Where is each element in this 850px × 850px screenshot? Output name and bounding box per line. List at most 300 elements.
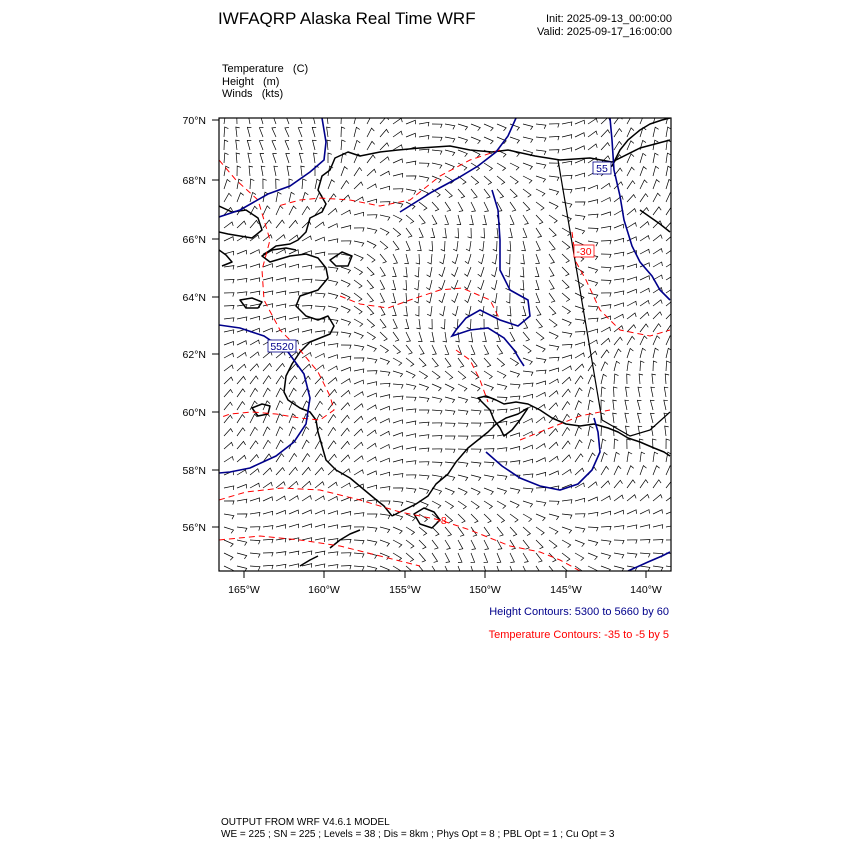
wind-barb: [289, 192, 295, 202]
wind-barb: [367, 485, 377, 489]
wind-barb: [380, 332, 387, 341]
wind-barb: [432, 410, 442, 414]
wind-barb: [312, 127, 316, 137]
wind-barb: [259, 141, 263, 151]
wind-barb: [575, 293, 584, 300]
wind-barb: [315, 454, 323, 462]
wind-barb: [627, 141, 634, 150]
wind-barb: [627, 349, 633, 359]
wind-barb: [276, 192, 281, 202]
wind-barb: [523, 488, 533, 493]
wind-barb: [380, 202, 390, 206]
wind-barb: [484, 410, 494, 414]
wind-barb: [419, 540, 426, 549]
wind-barb: [523, 419, 533, 424]
wind-barb: [653, 127, 659, 137]
wind-barb: [640, 553, 650, 557]
lat-label-60: 60°N: [182, 407, 206, 419]
wind-barb: [562, 293, 570, 302]
wind-barb: [315, 496, 324, 501]
wind-barb: [289, 524, 299, 528]
wind-barb: [419, 410, 429, 414]
wind-barb: [588, 318, 598, 322]
wind-barb: [443, 228, 447, 238]
wind-barb: [575, 120, 585, 124]
wind-barb: [380, 540, 389, 547]
wind-barb: [638, 413, 642, 423]
wind-barb: [367, 128, 374, 137]
wind-barb: [536, 527, 544, 535]
wind-barb: [250, 179, 254, 189]
latitude-axis: [212, 120, 219, 527]
field-winds: Winds (kts): [222, 88, 284, 100]
wind-barb: [404, 306, 408, 316]
wind-barb: [549, 176, 559, 181]
wind-barb: [469, 215, 473, 225]
wind-barb: [614, 387, 618, 397]
wind-barb: [601, 526, 611, 530]
wind-barb: [276, 414, 283, 423]
wind-barb: [497, 501, 506, 509]
wind-barb: [276, 427, 283, 436]
wind-barb: [651, 413, 655, 423]
wind-barb: [639, 374, 643, 384]
wind-barb: [562, 389, 570, 397]
wind-barb: [506, 293, 510, 303]
wind-barb: [484, 202, 488, 212]
wind-barb: [367, 471, 377, 475]
wind-barb: [224, 330, 234, 334]
wind-barb: [419, 488, 429, 494]
wind-barb: [510, 215, 514, 225]
wind-barb: [666, 466, 673, 475]
wind-barb: [237, 265, 247, 269]
wind-barb: [328, 511, 338, 515]
wind-barb: [302, 364, 311, 371]
wind-barb: [588, 306, 598, 311]
wind-barb: [666, 361, 670, 371]
wind-barb: [497, 553, 501, 563]
wind-barb: [299, 115, 303, 125]
wind-barb: [445, 137, 455, 142]
wind-barb: [484, 540, 489, 550]
wind-barb: [536, 501, 546, 506]
wind-barb: [328, 378, 337, 384]
wind-barb: [523, 124, 533, 130]
wind-barb: [285, 115, 289, 125]
wind-barb: [549, 357, 559, 361]
longitude-axis: [244, 571, 646, 578]
wind-barb: [341, 280, 350, 287]
wind-barb: [250, 352, 259, 358]
wind-barb: [588, 293, 598, 299]
wind-barb: [575, 215, 585, 220]
wind-barb: [224, 566, 233, 573]
wind-barb: [588, 200, 598, 204]
wind-barb: [367, 405, 376, 410]
wind-barb: [354, 293, 362, 301]
wind-barb: [289, 510, 299, 514]
wind-barb: [328, 496, 338, 501]
wind-barb: [471, 189, 477, 198]
wind-barb: [419, 422, 429, 426]
wind-barb: [562, 332, 572, 337]
wind-barb: [417, 241, 421, 251]
wind-barb: [536, 124, 546, 129]
wind-barb: [523, 332, 529, 341]
wind-barb: [354, 442, 363, 449]
wind-barb: [263, 497, 273, 501]
wind-barb: [237, 484, 247, 488]
wind-barb: [640, 276, 650, 280]
wind-barb: [392, 280, 396, 290]
wind-barb: [480, 319, 484, 329]
wind-barb: [354, 404, 363, 410]
wind-barb: [601, 293, 611, 297]
wind-barb: [289, 206, 296, 215]
wind-barb: [406, 215, 414, 224]
wind-barb: [354, 212, 364, 216]
lon-label-160: 160°W: [308, 584, 340, 596]
wind-barb: [328, 355, 338, 359]
field-height: Height (m): [222, 75, 280, 88]
wind-barb: [224, 553, 233, 560]
wind-barb: [250, 540, 260, 544]
wind-barb: [415, 306, 419, 316]
wind-barb: [354, 168, 362, 176]
wind-barb: [328, 267, 338, 272]
wind-barb: [562, 500, 572, 504]
wind-barb: [341, 356, 351, 360]
wind-barb: [315, 267, 325, 271]
wind-barb: [588, 387, 594, 397]
wind-barb: [653, 324, 661, 332]
wind-barb: [289, 414, 296, 423]
wind-barb: [458, 540, 463, 550]
wind-barb: [510, 488, 520, 494]
wind-barb: [640, 452, 645, 462]
wind-barb: [276, 468, 285, 475]
wind-barb: [263, 278, 273, 282]
wind-barb: [510, 163, 519, 170]
wind-barb: [393, 396, 403, 400]
wind-barb: [653, 540, 663, 544]
wind-barb: [328, 209, 337, 216]
wind-barb: [302, 330, 312, 334]
wind-barb: [237, 193, 244, 202]
wind-barb: [298, 128, 302, 138]
wind-barb: [445, 358, 451, 367]
lat-label-70: 70°N: [182, 115, 206, 127]
wind-barb: [315, 510, 325, 514]
wind-barb: [354, 345, 364, 350]
wind-barb: [250, 427, 258, 436]
wind-barb: [640, 236, 649, 241]
wind-barb: [328, 482, 337, 488]
wind-barb: [458, 423, 468, 427]
wind-barb: [250, 278, 260, 282]
wind-barb: [441, 319, 445, 329]
wind-barb: [392, 306, 396, 316]
wind-barb: [471, 553, 475, 563]
wind-barb: [380, 514, 390, 519]
wind-barb: [224, 318, 234, 322]
wind-barb: [419, 345, 424, 354]
wind-barb: [497, 163, 506, 171]
wind-barb: [627, 553, 637, 558]
wind-barb: [562, 135, 572, 139]
wind-barb: [601, 453, 607, 463]
wind-barb: [237, 317, 247, 321]
wind-barb: [601, 338, 610, 345]
wind-barb: [250, 553, 260, 558]
wind-barb: [341, 428, 349, 436]
lon-label-145: 145°W: [550, 584, 582, 596]
wind-barb: [549, 379, 558, 384]
wind-barb: [588, 185, 598, 189]
contour-labels: [268, 162, 611, 527]
wind-barb: [406, 421, 416, 425]
wind-barb: [575, 553, 584, 561]
wind-barb: [432, 462, 442, 466]
wind-barb: [341, 566, 351, 570]
wind-barb: [471, 449, 481, 453]
wind-barb: [575, 401, 582, 410]
temperature-legend: Temperature Contours: -35 to -5 by 5: [488, 629, 669, 641]
wind-barb: [549, 319, 557, 327]
wind-barb: [393, 345, 400, 354]
wind-barb: [627, 480, 635, 488]
wind-barb: [601, 540, 611, 545]
wind-barb: [465, 293, 471, 303]
wind-barb: [536, 319, 542, 328]
wind-barb: [494, 228, 498, 238]
wind-barb: [666, 221, 675, 229]
wind-barb: [639, 439, 643, 449]
wind-barb: [575, 527, 585, 532]
wind-barb: [393, 408, 403, 412]
wind-barb: [250, 498, 260, 502]
wind-barb: [367, 141, 375, 150]
wind-barb: [367, 358, 377, 363]
wind-barb: [471, 501, 479, 509]
wind-barb: [523, 345, 531, 353]
wind-barb: [263, 565, 273, 569]
wind-barb: [328, 344, 338, 348]
wind-barb: [367, 241, 376, 248]
wind-barb: [484, 488, 493, 495]
wind-barb: [247, 140, 251, 150]
wind-barb: [236, 140, 240, 150]
wind-barb: [354, 332, 363, 339]
wind-barb: [614, 238, 624, 242]
wind-barb: [549, 241, 555, 250]
wind-barb: [341, 497, 351, 501]
wind-barb: [392, 293, 396, 303]
wind-barb: [380, 129, 389, 137]
wind-barb: [497, 345, 503, 354]
wind-barb: [380, 186, 390, 190]
wind-barb: [588, 144, 597, 150]
wind-barb: [276, 304, 286, 308]
wind-barb: [523, 540, 529, 549]
wind-barb: [393, 332, 399, 341]
wind-barb: [263, 388, 270, 397]
wind-barb: [549, 124, 559, 128]
wind-barb: [224, 415, 232, 423]
wind-barb: [640, 495, 649, 502]
wind-barb: [445, 423, 455, 427]
wind-barb: [536, 228, 542, 237]
wind-barb: [588, 426, 593, 436]
wind-barb: [250, 441, 258, 449]
wind-barb: [419, 228, 423, 238]
wind-barb: [406, 397, 416, 401]
wind-barb: [601, 362, 608, 371]
wind-barb: [614, 266, 624, 270]
wind-barb: [614, 279, 624, 283]
wind-barb: [469, 332, 473, 342]
wind-barb: [653, 193, 660, 202]
wind-barb: [406, 553, 414, 562]
wind-barb: [259, 128, 263, 138]
wind-barb: [328, 441, 336, 449]
wind-barb: [640, 348, 646, 358]
wind-barb: [289, 329, 299, 333]
wind-barb: [666, 336, 673, 345]
wind-barb: [445, 540, 450, 549]
wind-barb: [393, 118, 402, 124]
wind-barb: [536, 417, 545, 423]
wind-barb: [406, 447, 416, 451]
wind-barb: [627, 452, 632, 462]
wind-barb: [478, 280, 484, 290]
wind-barb: [289, 292, 299, 296]
wind-barb: [341, 512, 351, 516]
wind-barb: [535, 280, 539, 290]
wind-barb: [440, 306, 446, 316]
wind-barb: [367, 382, 377, 386]
wind-barb: [432, 358, 438, 367]
wind-barb: [523, 394, 533, 398]
wind-barb: [263, 511, 273, 515]
wind-barb: [549, 514, 559, 520]
wind-barb: [445, 553, 450, 563]
wind-barb: [601, 327, 611, 332]
wind-barb: [491, 267, 497, 277]
wind-barb: [393, 420, 403, 424]
wind-barb: [638, 387, 642, 397]
wind-barb: [613, 400, 617, 410]
wind-barb: [380, 345, 388, 353]
wind-barb: [341, 526, 351, 530]
wind-barb: [354, 380, 364, 384]
wind-barb: [302, 440, 309, 449]
wind-barb: [479, 241, 484, 251]
wind-barb: [458, 150, 467, 157]
wind-barb: [419, 475, 429, 480]
wind-barb: [614, 361, 620, 371]
wind-barb: [237, 428, 245, 436]
wind-barb: [224, 540, 233, 547]
wind-barb: [428, 319, 432, 329]
wind-barb: [380, 487, 390, 491]
wind-barb: [341, 367, 351, 371]
wind-barb: [224, 180, 230, 190]
wind-barb: [328, 306, 338, 312]
wind-barb: [601, 316, 611, 320]
wind-barb: [562, 514, 572, 519]
wind-barb: [510, 189, 517, 198]
wind-barb: [302, 193, 308, 203]
wind-barb: [562, 428, 570, 437]
wind-barb: [276, 264, 286, 268]
wind-barb: [367, 345, 376, 352]
wind-barb: [640, 510, 650, 514]
wind-barb: [549, 228, 556, 237]
wind-barb: [445, 501, 454, 509]
wind-barb: [458, 384, 467, 391]
wind-barb: [327, 114, 331, 124]
wind-barb: [341, 553, 351, 557]
wind-barb: [588, 482, 597, 488]
wind-barb: [601, 267, 611, 271]
wind-barb: [263, 440, 271, 449]
wind-barb: [224, 140, 228, 150]
wind-barb: [415, 267, 419, 277]
wind-barb: [484, 422, 494, 426]
wind-barb: [497, 124, 506, 131]
wind-barb: [484, 553, 488, 563]
wind-barb: [535, 267, 539, 277]
wind-barb: [263, 291, 273, 295]
wind-barb: [406, 409, 416, 413]
wind-barb: [575, 376, 583, 384]
wind-barb: [458, 501, 466, 509]
wind-barb: [406, 228, 412, 237]
wind-barb: [250, 220, 259, 228]
wind-barb: [601, 183, 610, 189]
wind-barb: [341, 226, 351, 230]
wind-barb: [432, 371, 440, 379]
wind-barb: [250, 414, 257, 423]
wind-barb: [419, 448, 429, 452]
wind-barb: [523, 501, 533, 507]
wind-barb: [549, 215, 557, 223]
wind-barb: [506, 254, 510, 264]
wind-barb: [497, 527, 503, 536]
wind-barb: [507, 306, 511, 316]
wind-barb: [276, 376, 284, 384]
wind-barb: [393, 228, 401, 237]
wind-barb: [237, 166, 241, 176]
wind-barb: [287, 166, 291, 176]
wind-barb: [250, 364, 259, 371]
wind-barb: [432, 436, 442, 440]
wind-barb: [427, 254, 432, 264]
wind-barb: [614, 374, 619, 384]
wind-barb: [653, 510, 663, 514]
wind-barb: [315, 365, 324, 371]
wind-barb: [315, 564, 325, 568]
wind-barb: [458, 436, 468, 440]
wind-barb: [508, 228, 512, 238]
wind-barb: [328, 194, 336, 202]
wind-barb: [562, 215, 571, 222]
wind-barb: [549, 306, 556, 315]
wind-barb: [640, 480, 648, 488]
wind-barb: [406, 120, 416, 124]
